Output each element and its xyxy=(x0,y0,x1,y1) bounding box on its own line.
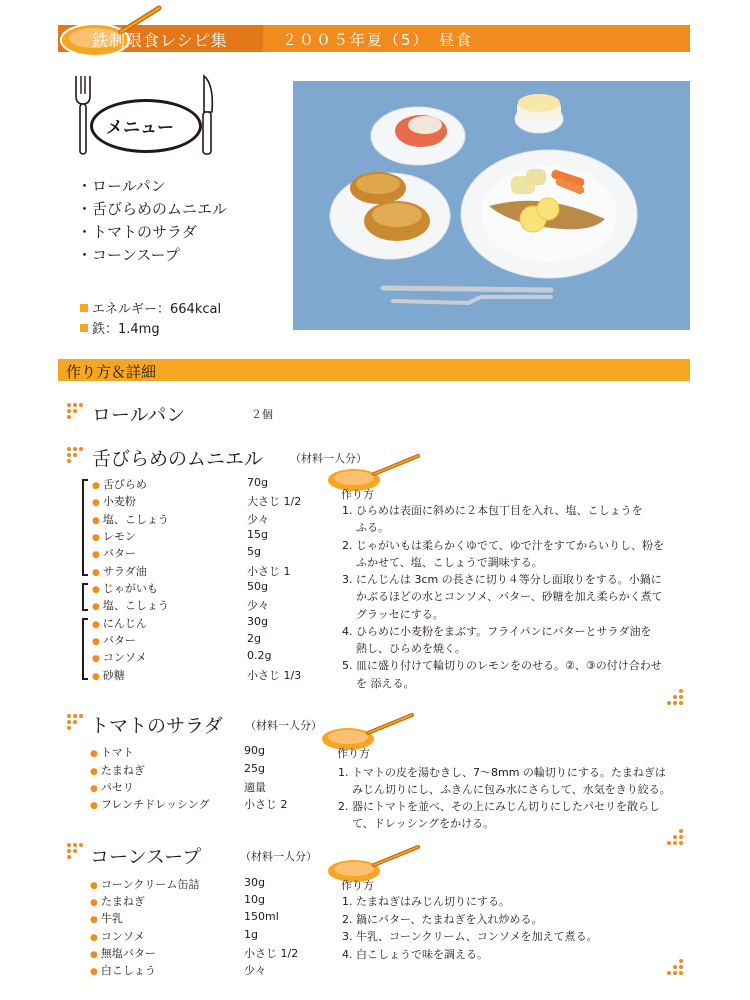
dish-title-salad: トマトのサラダ xyxy=(90,715,223,737)
recipe-step: 熱し、ひらめを焼く。 xyxy=(356,642,466,655)
bullet-square-icon xyxy=(80,324,88,332)
ingredient-amount: 適量 xyxy=(244,781,266,794)
ingredient-amount: 2g xyxy=(247,632,261,645)
dish-title-roll: ロールパン xyxy=(92,404,186,426)
recipe-step: 2. じゃがいもは柔らかくゆでて、ゆで汁をすてからいりし、粉を xyxy=(342,539,665,552)
recipe-step: 4. ひらめに小麦粉をまぶす。フライパンにバターとサラダ油を xyxy=(342,625,652,638)
ingredient-group-bracket xyxy=(82,618,88,680)
season-meal-label: ２００５年夏（5） 昼食 xyxy=(282,31,474,49)
recipe-step: 3. 牛乳、コーンクリーム、コンソメを加えて煮る。 xyxy=(342,930,598,943)
bullet-square-icon xyxy=(80,304,88,312)
ingredient-name: ● 無塩バター xyxy=(90,947,156,960)
ingredient-amount: 70g xyxy=(247,476,268,489)
menu-label: メニュー xyxy=(106,118,174,138)
recipe-step: て、ドレッシングをかける。 xyxy=(352,817,495,830)
menu-item: ・トマトのサラダ xyxy=(77,223,197,241)
iron-info xyxy=(80,318,160,337)
ingredient-amount: 少々 xyxy=(244,964,266,977)
serving-note: （材料一人分） xyxy=(290,452,367,465)
fork-icon xyxy=(74,74,92,156)
menu-item: ・ロールパン xyxy=(77,177,166,195)
recipe-step: ふる。 xyxy=(356,521,389,534)
recipe-collection-title: 鉄制限食レシピ集 xyxy=(92,31,228,50)
dots-icon xyxy=(66,402,86,420)
ingredient-name: ● コンソメ xyxy=(90,930,145,943)
ingredient-amount: 5g xyxy=(247,545,261,558)
ingredient-amount: 大さじ 1/2 xyxy=(247,495,302,508)
dots-icon xyxy=(664,828,684,846)
ingredient-amount: 150ml xyxy=(244,910,279,923)
how-to-label: 作り方 xyxy=(341,488,374,501)
recipe-step: 1. トマトの皮を湯むきし、7〜8mm の輪切りにする。たまねぎは xyxy=(338,766,666,779)
ingredient-amount: 0.2g xyxy=(247,649,272,662)
recipe-step: 5. 皿に盛り付けて輪切りのレモンをのせる。②、③の付け合わせ xyxy=(342,659,662,672)
meal-photo-illustration xyxy=(293,81,690,330)
section-title: 作り方＆詳細 xyxy=(66,363,157,381)
meal-photo xyxy=(293,81,690,330)
recipe-step: かぶるほどの水とコンソメ、バター、砂糖を加え柔らかく煮て xyxy=(356,590,663,603)
ingredient-name: ● にんじん xyxy=(92,617,147,630)
recipe-step: ふかせて、塩、こしょうで調味する。 xyxy=(356,556,543,569)
energy-info xyxy=(80,298,221,317)
ingredient-amount: 30g xyxy=(244,876,265,889)
serving-note: （材料一人分） xyxy=(240,850,317,863)
ingredient-name: ● 砂糖 xyxy=(92,669,125,682)
recipe-step: 4. 白こしょうで味を調える。 xyxy=(342,948,488,961)
recipe-step: 1. たまねぎはみじん切りにする。 xyxy=(342,895,510,908)
ingredient-amount: 小さじ 2 xyxy=(244,798,288,811)
dots-icon xyxy=(66,446,86,464)
recipe-step: グラッセにする。 xyxy=(356,608,444,621)
dish-title-meuniere: 舌びらめのムニエル xyxy=(92,448,264,470)
ingredient-name: ● トマト xyxy=(90,746,134,759)
ingredient-name: ● コンソメ xyxy=(92,651,147,664)
ingredient-name: ● 白こしょう xyxy=(90,964,156,977)
ingredient-name: ● サラダ油 xyxy=(92,565,147,578)
ingredient-amount: 小さじ 1 xyxy=(247,565,291,578)
ingredient-name: ● 牛乳 xyxy=(90,912,123,925)
ingredient-amount: 1g xyxy=(244,928,258,941)
ingredient-amount: 15g xyxy=(247,528,268,541)
ingredient-name: ● 塩、こしょう xyxy=(92,599,169,612)
ingredient-group-bracket xyxy=(82,583,88,611)
how-to-label: 作り方 xyxy=(337,747,370,760)
knife-icon xyxy=(200,74,216,156)
ingredient-name: ● バター xyxy=(92,547,136,560)
dots-icon xyxy=(66,713,86,731)
ingredient-name: ● パセリ xyxy=(90,781,134,794)
ingredient-name: ● じゃがいも xyxy=(92,582,158,595)
dots-icon xyxy=(664,958,684,976)
ingredient-amount: 10g xyxy=(244,893,265,906)
roll-quantity: ２個 xyxy=(251,408,273,421)
recipe-step: 2. 鍋にバター、たまねぎを入れ炒める。 xyxy=(342,913,543,926)
ingredient-group-bracket xyxy=(82,479,88,576)
dots-icon xyxy=(664,688,684,706)
ingredient-name: ● レモン xyxy=(92,530,136,543)
ingredient-name: ● たまねぎ xyxy=(90,764,145,777)
recipe-step: 1. ひらめは表面に斜めに２本包丁目を入れ、塩、こしょうを xyxy=(342,504,643,517)
ingredient-amount: 25g xyxy=(244,762,265,775)
ingredient-amount: 30g xyxy=(247,615,268,628)
ingredient-amount: 小さじ 1/3 xyxy=(247,669,302,682)
ingredient-name: ● 舌びらめ xyxy=(92,478,147,491)
ingredient-name: ● たまねぎ xyxy=(90,895,145,908)
energy-value: エネルギー：664kcal xyxy=(92,302,222,317)
ingredient-name: ● バター xyxy=(92,634,136,647)
ingredient-name: ● コーンクリーム缶詰 xyxy=(90,878,200,891)
ingredient-amount: 少々 xyxy=(247,599,269,612)
ingredient-name: ● 塩、こしょう xyxy=(92,513,169,526)
recipe-step: 2. 器にトマトを並べ、その上にみじん切りにしたパセリを散らし xyxy=(338,800,660,813)
iron-value: 鉄：1.4mg xyxy=(92,322,160,337)
menu-item: ・コーンスープ xyxy=(77,246,180,264)
recipe-step: 3. にんじんは 3cm の長さに切り４等分し面取りをする。小鍋に xyxy=(342,573,662,586)
ingredient-name: ● フレンチドレッシング xyxy=(90,798,210,811)
serving-note: （材料一人分） xyxy=(245,719,322,732)
ingredient-amount: 小さじ 1/2 xyxy=(244,947,299,960)
ingredient-name: ● 小麦粉 xyxy=(92,495,136,508)
ingredient-amount: 50g xyxy=(247,580,268,593)
how-to-label: 作り方 xyxy=(341,879,374,892)
menu-item: ・舌びらめのムニエル xyxy=(77,200,228,218)
recipe-step: みじん切りにし、ふきんに包み水にさらして、水気をきり絞る。 xyxy=(352,783,671,796)
ingredient-amount: 少々 xyxy=(247,513,269,526)
dish-title-soup: コーンスープ xyxy=(90,846,202,868)
dots-icon xyxy=(66,842,86,860)
recipe-step: を 添える。 xyxy=(356,677,415,690)
ingredient-amount: 90g xyxy=(244,744,265,757)
